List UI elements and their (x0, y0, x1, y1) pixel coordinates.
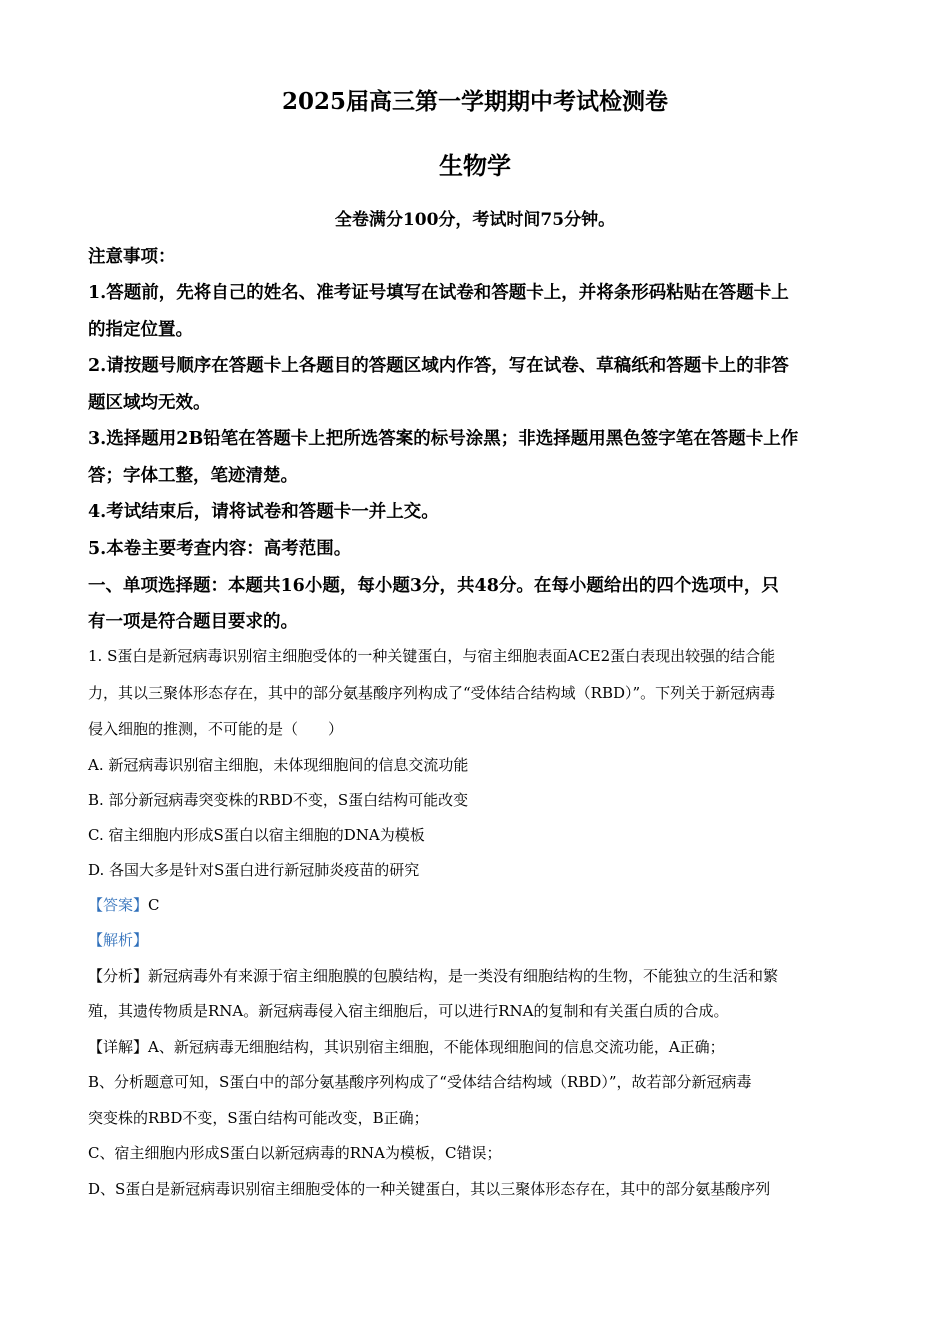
notice-heading: 注意事项： (88, 247, 176, 267)
score-line: 全卷满分100分，考试时间75分钟。 (334, 210, 616, 230)
analysis-text: C、宿主细胞内形成S蛋白以新冠病毒的RNA为模板，C错误； (88, 1144, 502, 1162)
option-d: D. 各国大多是针对S蛋白进行新冠肺炎疫苗的研究 (88, 861, 420, 879)
question-stem: 侵入细胞的推测，不可能的是（ ） (88, 720, 344, 738)
option-a: A. 新冠病毒识别宿主细胞，未体现细胞间的信息交流功能 (88, 756, 469, 774)
section-heading: 有一项是符合题目要求的。 (88, 612, 298, 632)
notice-line: 3.选择题用2B铅笔在答题卡上把所选答案的标号涂黑；非选择题用黑色签字笔在答题卡上作 (88, 429, 799, 449)
notice-line: 的指定位置。 (88, 320, 193, 340)
answer-line (88, 894, 868, 915)
notice-line: 2.请按题号顺序在答题卡上各题目的答题区域内作答，写在试卷、草稿纸和答题卡上的非答 (88, 356, 789, 376)
exam-title: 2025届高三第一学期期中考试检测卷 (281, 88, 668, 115)
answer-tag: 【答案】 (88, 896, 149, 914)
notice-line: 题区域均无效。 (88, 393, 211, 413)
notice-line: 1.答题前，先将自己的姓名、准考证号填写在试卷和答题卡上，并将条形码粘贴在答题卡上 (88, 283, 789, 303)
notice-line: 4.考试结束后，请将试卷和答题卡一并上交。 (88, 502, 439, 522)
question-stem: 力，其以三聚体形态存在，其中的部分氨基酸序列构成了“受体结合结构域（RBD）”。下列关于新冠病毒 (88, 684, 776, 702)
analysis-line (88, 929, 868, 950)
analysis-text: B、分析题意可知，S蛋白中的部分氨基酸序列构成了“受体结合结构域（RBD）”，故若部分新冠病毒 (88, 1073, 752, 1091)
notice-line: 5.本卷主要考查内容：高考范围。 (88, 539, 352, 559)
analysis-text: 【分析】新冠病毒外有来源于宿主细胞膜的包膜结构，是一类没有细胞结构的生物，不能独立的生活和繁 (88, 967, 779, 985)
subject-title: 生物学 (439, 151, 511, 180)
notice-line: 答；字体工整，笔迹清楚。 (88, 466, 298, 486)
analysis-text: 突变株的RBD不变，S蛋白结构可能改变，B正确； (88, 1109, 429, 1127)
question-stem: 1. S蛋白是新冠病毒识别宿主细胞受体的一种关键蛋白，与宿主细胞表面ACE2蛋白表现出较强的结合能 (88, 647, 776, 665)
analysis-text: 殖，其遗传物质是RNA。新冠病毒侵入宿主细胞后，可以进行RNA的复制和有关蛋白质的合成。 (88, 1002, 729, 1020)
analysis-text: 【详解】A、新冠病毒无细胞结构，其识别宿主细胞，不能体现细胞间的信息交流功能，A正确； (88, 1038, 725, 1056)
answer-value: C (148, 896, 160, 914)
section-heading: 一、单项选择题：本题共16小题，每小题3分，共48分。在每小题给出的四个选项中，只 (88, 576, 779, 596)
analysis-tag: 【解析】 (88, 931, 149, 949)
analysis-text: D、S蛋白是新冠病毒识别宿主细胞受体的一种关键蛋白，其以三聚体形态存在，其中的部分氨基酸序列 (88, 1180, 771, 1198)
option-b: B. 部分新冠病毒突变株的RBD不变，S蛋白结构可能改变 (88, 791, 469, 809)
option-c: C. 宿主细胞内形成S蛋白以宿主细胞的DNA为模板 (88, 826, 425, 844)
